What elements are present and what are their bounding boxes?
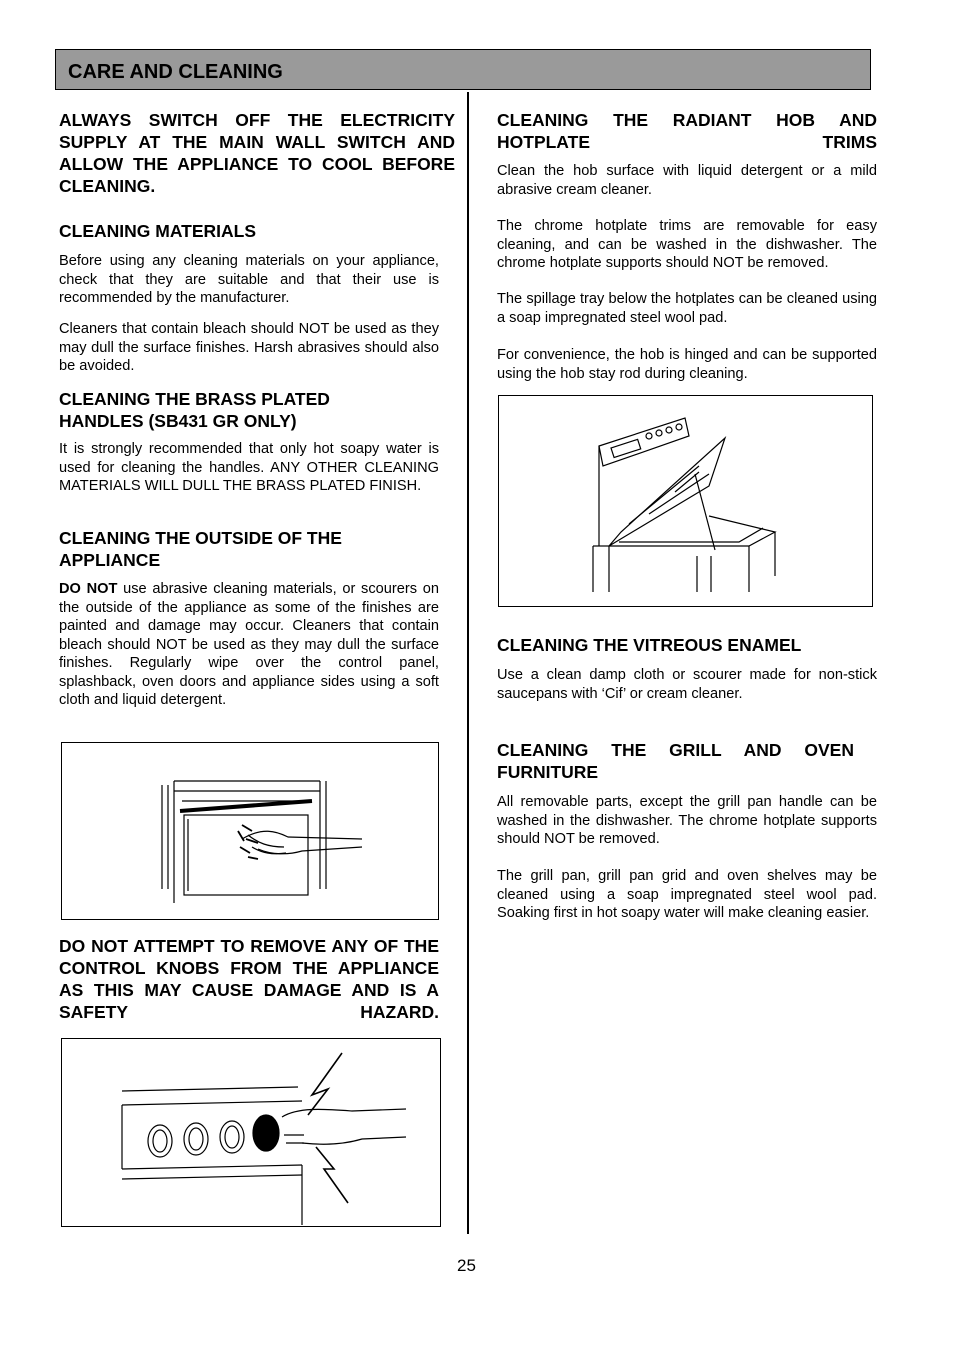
column-divider bbox=[467, 92, 469, 1234]
hob-para2: The chrome hotplate trims are removable for easy cleaning, and can be washed in the dishwasher. The chrome hotplate supports should NOT be removed. bbox=[497, 218, 877, 271]
hob-para3: The spillage tray below the hotplates can be cleaned using a soap impregnated steel wool pad. bbox=[497, 291, 877, 326]
hob-heading: CLEANING THE RADIANT HOB AND HOTPLATE TRIMS bbox=[497, 110, 877, 152]
grill-heading: CLEANING THE GRILL AND OVEN FURNITURE bbox=[497, 740, 854, 782]
hob-para4: For convenience, the hob is hinged and can be supported using the hob stay rod during cleaning. bbox=[497, 347, 877, 382]
grill-para2: The grill pan, grill pan grid and oven shelves may be cleaned using a soap impregnated steel wool pad. Soaking first in hot soapy water will make cleaning easier. bbox=[497, 868, 877, 921]
grill-para1: All removable parts, except the grill pan handle can be washed in the dishwasher. The chrome hotplate supports should NOT be removed. bbox=[497, 794, 877, 847]
hinged-hob-illustration bbox=[498, 395, 873, 607]
page-title: CARE AND CLEANING bbox=[68, 61, 283, 83]
hob-para1: Clean the hob surface with liquid detergent or a mild abrasive cream cleaner. bbox=[497, 163, 877, 198]
control-knobs-illustration bbox=[61, 1038, 441, 1227]
outside-heading: CLEANING THE OUTSIDE OF THE APPLIANCE bbox=[59, 528, 342, 570]
brass-para: It is strongly recommended that only hot soapy water is used for cleaning the handles. ANY OTHER CLEANING MATERIALS WILL DULL THE BRASS PLATED FINISH. bbox=[59, 441, 439, 494]
materials-para2: Cleaners that contain bleach should NOT be used as they may dull the surface finishes. Harsh abrasives should also be avoided. bbox=[59, 321, 439, 374]
do-not-emphasis: DO NOT bbox=[59, 581, 118, 597]
section-header bbox=[55, 49, 871, 90]
enamel-heading: CLEANING THE VITREOUS ENAMEL bbox=[497, 635, 802, 655]
outside-para: DO NOT use abrasive cleaning materials, or scourers on the outside of the appliance as some of the finishes are painted and damage may occur. Cleaners that contain bleach should NOT be used as they may dull the surface finishes. Regularly wipe over the control panel, splashback, oven doors and appliance sides using a soft cloth and liquid detergent. bbox=[59, 581, 439, 708]
warning-switch-off: ALWAYS SWITCH OFF THE ELECTRICITY SUPPLY AT THE MAIN WALL SWITCH AND ALLOW THE APPLIANCE TO COOL BEFORE CLEANING. bbox=[59, 110, 455, 196]
brass-heading: CLEANING THE BRASS PLATED HANDLES (SB431 GR ONLY) bbox=[59, 389, 330, 431]
oven-door-cleaning-illustration bbox=[61, 742, 439, 920]
warning-control-knobs: DO NOT ATTEMPT TO REMOVE ANY OF THE CONTROL KNOBS FROM THE APPLIANCE AS THIS MAY CAUSE DAMAGE AND IS A SAFETY HAZARD. bbox=[59, 936, 439, 1022]
materials-heading: CLEANING MATERIALS bbox=[59, 221, 257, 241]
materials-para1: Before using any cleaning materials on your appliance, check that they are suitable and that their use is recommended by the manufacturer. bbox=[59, 253, 439, 306]
page-number: 25 bbox=[457, 1256, 476, 1275]
enamel-para: Use a clean damp cloth or scourer made for non-stick saucepans with ‘Cif’ or cream cleaner. bbox=[497, 667, 877, 702]
